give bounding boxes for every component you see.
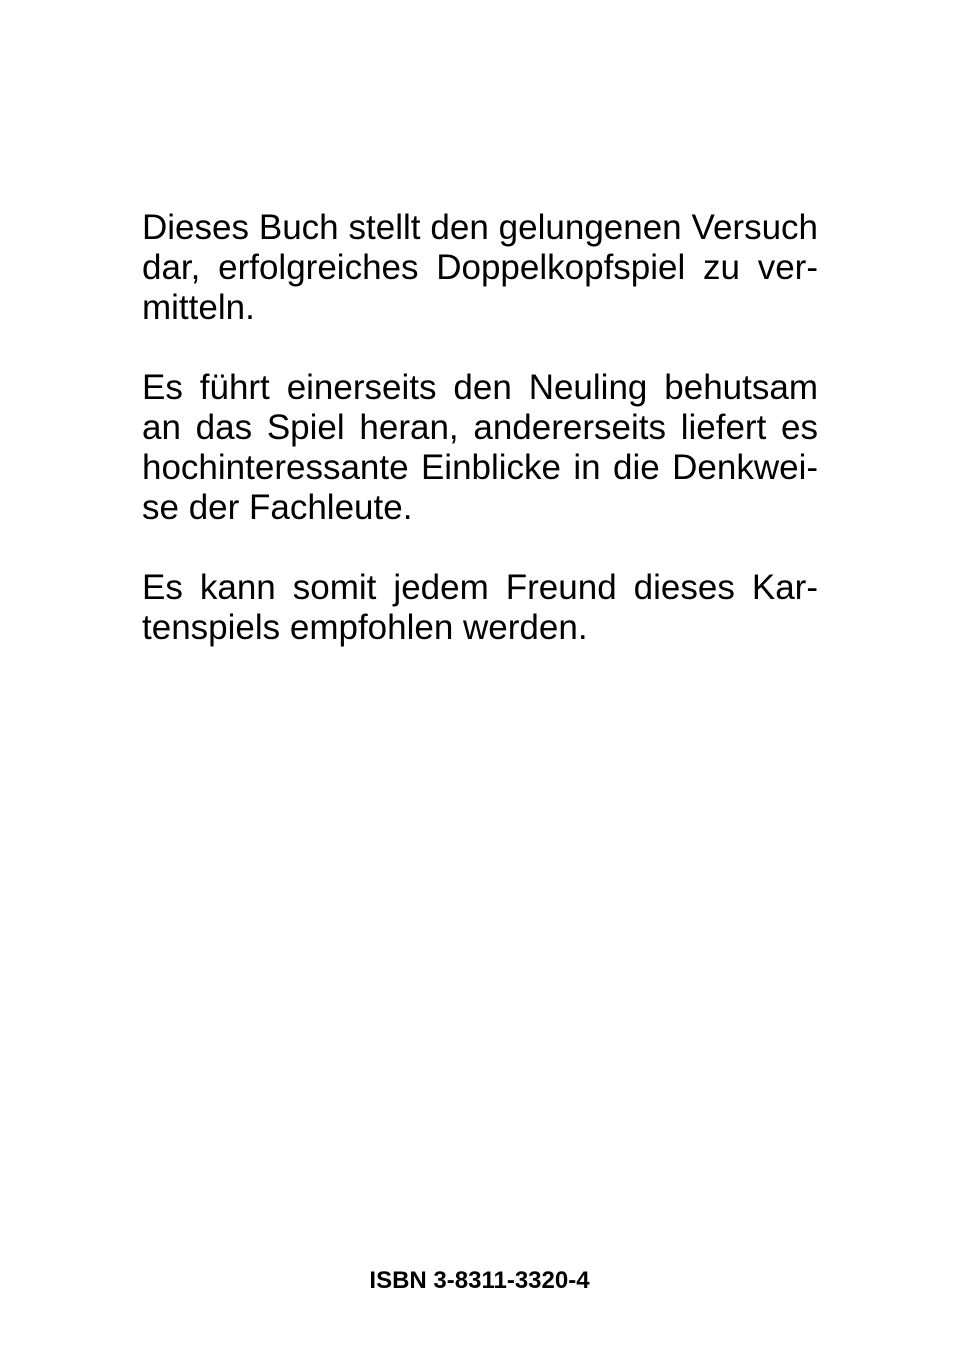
paragraph-line: tenspiels empfohlen werden. [142,608,588,647]
paragraph-line: se der Fachleute. [142,488,413,527]
paragraph-line: Es kann somit jedem Freund dieses Kar- [142,568,818,607]
paragraph-line: an das Spiel heran, andererseits liefert es [142,408,818,447]
paragraph-line: hochinteressante Einblicke in die Denkwei- [142,448,818,487]
paragraph-3 [142,568,818,648]
blurb-text [142,208,818,648]
paragraph-line: Dieses Buch stellt den gelungenen Versuch [142,208,818,247]
paragraph-2 [142,368,818,528]
paragraph-line: mitteln. [142,288,255,327]
paragraph-line: Es führt einerseits den Neuling behutsam [142,368,818,407]
paragraph-1 [142,208,818,328]
isbn-number: ISBN 3-8311-3320-4 [369,1267,590,1294]
paragraph-line: dar, erfolgreiches Doppelkopfspiel zu ver- [142,248,818,287]
